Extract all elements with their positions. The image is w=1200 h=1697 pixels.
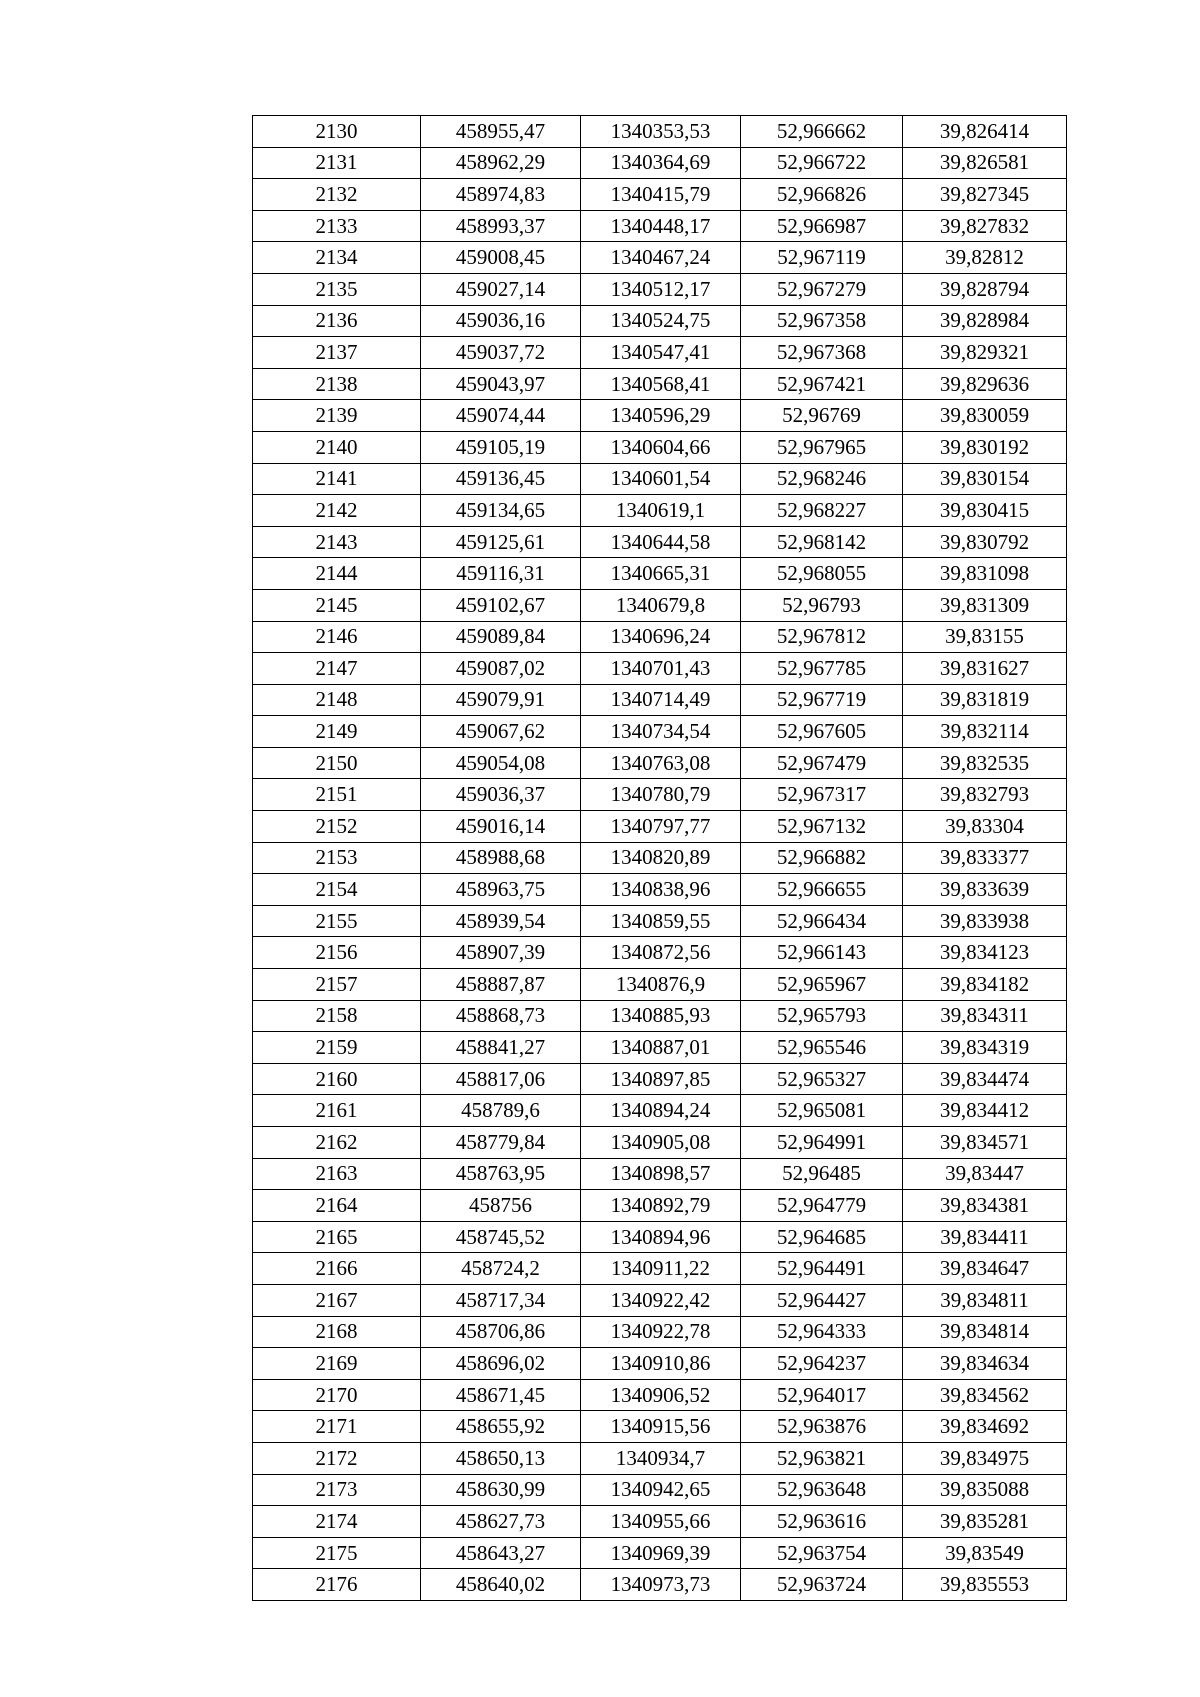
x-coordinate-cell: 458630,99 <box>421 1474 581 1506</box>
table-row <box>253 1442 1067 1474</box>
y-coordinate-cell: 1340604,66 <box>581 431 741 463</box>
y-coordinate-cell: 1340934,7 <box>581 1442 741 1474</box>
latitude-cell: 52,967368 <box>741 337 903 369</box>
longitude-cell: 39,827345 <box>903 179 1067 211</box>
table-row <box>253 1032 1067 1064</box>
table-row <box>253 1000 1067 1032</box>
latitude-cell: 52,964491 <box>741 1253 903 1285</box>
point-number-cell: 2175 <box>253 1537 421 1569</box>
x-coordinate-cell: 458907,39 <box>421 937 581 969</box>
x-coordinate-cell: 459102,67 <box>421 589 581 621</box>
latitude-cell: 52,965081 <box>741 1095 903 1127</box>
latitude-cell: 52,966882 <box>741 842 903 874</box>
y-coordinate-cell: 1340905,08 <box>581 1127 741 1159</box>
x-coordinate-cell: 459116,31 <box>421 558 581 590</box>
table-row <box>253 463 1067 495</box>
x-coordinate-cell: 459089,84 <box>421 621 581 653</box>
table-row <box>253 558 1067 590</box>
longitude-cell: 39,83549 <box>903 1537 1067 1569</box>
point-number-cell: 2146 <box>253 621 421 653</box>
table-row <box>253 337 1067 369</box>
y-coordinate-cell: 1340906,52 <box>581 1379 741 1411</box>
y-coordinate-cell: 1340797,77 <box>581 811 741 843</box>
coordinates-table-body <box>253 116 1067 1601</box>
latitude-cell: 52,967279 <box>741 273 903 305</box>
point-number-cell: 2156 <box>253 937 421 969</box>
longitude-cell: 39,835281 <box>903 1506 1067 1538</box>
longitude-cell: 39,829636 <box>903 368 1067 400</box>
table-row <box>253 1127 1067 1159</box>
longitude-cell: 39,83447 <box>903 1158 1067 1190</box>
point-number-cell: 2159 <box>253 1032 421 1064</box>
y-coordinate-cell: 1340894,24 <box>581 1095 741 1127</box>
latitude-cell: 52,966826 <box>741 179 903 211</box>
table-row <box>253 937 1067 969</box>
x-coordinate-cell: 459087,02 <box>421 653 581 685</box>
latitude-cell: 52,966143 <box>741 937 903 969</box>
latitude-cell: 52,966722 <box>741 147 903 179</box>
x-coordinate-cell: 458974,83 <box>421 179 581 211</box>
latitude-cell: 52,968227 <box>741 495 903 527</box>
x-coordinate-cell: 458817,06 <box>421 1063 581 1095</box>
x-coordinate-cell: 458993,37 <box>421 210 581 242</box>
longitude-cell: 39,835088 <box>903 1474 1067 1506</box>
longitude-cell: 39,834811 <box>903 1284 1067 1316</box>
x-coordinate-cell: 459008,45 <box>421 242 581 274</box>
y-coordinate-cell: 1340876,9 <box>581 969 741 1001</box>
latitude-cell: 52,967317 <box>741 779 903 811</box>
latitude-cell: 52,963616 <box>741 1506 903 1538</box>
x-coordinate-cell: 459036,37 <box>421 779 581 811</box>
y-coordinate-cell: 1340892,79 <box>581 1190 741 1222</box>
y-coordinate-cell: 1340859,55 <box>581 905 741 937</box>
longitude-cell: 39,834411 <box>903 1221 1067 1253</box>
y-coordinate-cell: 1340619,1 <box>581 495 741 527</box>
point-number-cell: 2134 <box>253 242 421 274</box>
latitude-cell: 52,965546 <box>741 1032 903 1064</box>
table-row <box>253 779 1067 811</box>
latitude-cell: 52,968055 <box>741 558 903 590</box>
x-coordinate-cell: 458963,75 <box>421 874 581 906</box>
point-number-cell: 2169 <box>253 1348 421 1380</box>
point-number-cell: 2150 <box>253 747 421 779</box>
latitude-cell: 52,963754 <box>741 1537 903 1569</box>
y-coordinate-cell: 1340838,96 <box>581 874 741 906</box>
longitude-cell: 39,827832 <box>903 210 1067 242</box>
latitude-cell: 52,965793 <box>741 1000 903 1032</box>
latitude-cell: 52,963724 <box>741 1569 903 1601</box>
y-coordinate-cell: 1340820,89 <box>581 842 741 874</box>
point-number-cell: 2138 <box>253 368 421 400</box>
x-coordinate-cell: 459027,14 <box>421 273 581 305</box>
x-coordinate-cell: 458756 <box>421 1190 581 1222</box>
latitude-cell: 52,967358 <box>741 305 903 337</box>
point-number-cell: 2142 <box>253 495 421 527</box>
y-coordinate-cell: 1340568,41 <box>581 368 741 400</box>
latitude-cell: 52,96793 <box>741 589 903 621</box>
x-coordinate-cell: 458779,84 <box>421 1127 581 1159</box>
longitude-cell: 39,829321 <box>903 337 1067 369</box>
point-number-cell: 2136 <box>253 305 421 337</box>
table-row <box>253 653 1067 685</box>
latitude-cell: 52,967965 <box>741 431 903 463</box>
table-row <box>253 1379 1067 1411</box>
point-number-cell: 2170 <box>253 1379 421 1411</box>
table-row <box>253 842 1067 874</box>
latitude-cell: 52,967119 <box>741 242 903 274</box>
table-row <box>253 1158 1067 1190</box>
table-row <box>253 431 1067 463</box>
table-row <box>253 1190 1067 1222</box>
latitude-cell: 52,964017 <box>741 1379 903 1411</box>
longitude-cell: 39,831819 <box>903 684 1067 716</box>
table-row <box>253 210 1067 242</box>
longitude-cell: 39,834474 <box>903 1063 1067 1095</box>
y-coordinate-cell: 1340911,22 <box>581 1253 741 1285</box>
point-number-cell: 2154 <box>253 874 421 906</box>
longitude-cell: 39,834571 <box>903 1127 1067 1159</box>
longitude-cell: 39,834634 <box>903 1348 1067 1380</box>
point-number-cell: 2149 <box>253 716 421 748</box>
latitude-cell: 52,96769 <box>741 400 903 432</box>
y-coordinate-cell: 1340763,08 <box>581 747 741 779</box>
latitude-cell: 52,964779 <box>741 1190 903 1222</box>
x-coordinate-cell: 458887,87 <box>421 969 581 1001</box>
point-number-cell: 2145 <box>253 589 421 621</box>
point-number-cell: 2173 <box>253 1474 421 1506</box>
longitude-cell: 39,828984 <box>903 305 1067 337</box>
table-row <box>253 1348 1067 1380</box>
longitude-cell: 39,830192 <box>903 431 1067 463</box>
y-coordinate-cell: 1340897,85 <box>581 1063 741 1095</box>
table-row <box>253 905 1067 937</box>
table-row <box>253 621 1067 653</box>
x-coordinate-cell: 459105,19 <box>421 431 581 463</box>
point-number-cell: 2168 <box>253 1316 421 1348</box>
longitude-cell: 39,834123 <box>903 937 1067 969</box>
table-row <box>253 716 1067 748</box>
table-row <box>253 589 1067 621</box>
point-number-cell: 2137 <box>253 337 421 369</box>
point-number-cell: 2141 <box>253 463 421 495</box>
latitude-cell: 52,964333 <box>741 1316 903 1348</box>
y-coordinate-cell: 1340644,58 <box>581 526 741 558</box>
table-row <box>253 1316 1067 1348</box>
longitude-cell: 39,832793 <box>903 779 1067 811</box>
y-coordinate-cell: 1340910,86 <box>581 1348 741 1380</box>
table-row <box>253 811 1067 843</box>
longitude-cell: 39,833639 <box>903 874 1067 906</box>
table-row <box>253 1506 1067 1538</box>
longitude-cell: 39,828794 <box>903 273 1067 305</box>
table-row <box>253 179 1067 211</box>
x-coordinate-cell: 458655,92 <box>421 1411 581 1443</box>
table-row <box>253 242 1067 274</box>
y-coordinate-cell: 1340885,93 <box>581 1000 741 1032</box>
point-number-cell: 2176 <box>253 1569 421 1601</box>
x-coordinate-cell: 458696,02 <box>421 1348 581 1380</box>
y-coordinate-cell: 1340922,42 <box>581 1284 741 1316</box>
x-coordinate-cell: 459074,44 <box>421 400 581 432</box>
point-number-cell: 2139 <box>253 400 421 432</box>
longitude-cell: 39,83304 <box>903 811 1067 843</box>
table-row <box>253 1537 1067 1569</box>
latitude-cell: 52,963876 <box>741 1411 903 1443</box>
y-coordinate-cell: 1340353,53 <box>581 116 741 148</box>
y-coordinate-cell: 1340922,78 <box>581 1316 741 1348</box>
point-number-cell: 2133 <box>253 210 421 242</box>
longitude-cell: 39,82812 <box>903 242 1067 274</box>
longitude-cell: 39,835553 <box>903 1569 1067 1601</box>
y-coordinate-cell: 1340696,24 <box>581 621 741 653</box>
table-row <box>253 526 1067 558</box>
y-coordinate-cell: 1340448,17 <box>581 210 741 242</box>
y-coordinate-cell: 1340894,96 <box>581 1221 741 1253</box>
latitude-cell: 52,968142 <box>741 526 903 558</box>
latitude-cell: 52,968246 <box>741 463 903 495</box>
coordinates-table <box>252 115 1067 1601</box>
point-number-cell: 2158 <box>253 1000 421 1032</box>
y-coordinate-cell: 1340601,54 <box>581 463 741 495</box>
point-number-cell: 2144 <box>253 558 421 590</box>
point-number-cell: 2130 <box>253 116 421 148</box>
table-row <box>253 495 1067 527</box>
latitude-cell: 52,967132 <box>741 811 903 843</box>
latitude-cell: 52,963648 <box>741 1474 903 1506</box>
longitude-cell: 39,830415 <box>903 495 1067 527</box>
point-number-cell: 2160 <box>253 1063 421 1095</box>
table-row <box>253 273 1067 305</box>
longitude-cell: 39,826414 <box>903 116 1067 148</box>
longitude-cell: 39,831627 <box>903 653 1067 685</box>
longitude-cell: 39,834647 <box>903 1253 1067 1285</box>
y-coordinate-cell: 1340547,41 <box>581 337 741 369</box>
point-number-cell: 2161 <box>253 1095 421 1127</box>
x-coordinate-cell: 458706,86 <box>421 1316 581 1348</box>
y-coordinate-cell: 1340665,31 <box>581 558 741 590</box>
longitude-cell: 39,830059 <box>903 400 1067 432</box>
table-row <box>253 400 1067 432</box>
latitude-cell: 52,964427 <box>741 1284 903 1316</box>
y-coordinate-cell: 1340942,65 <box>581 1474 741 1506</box>
table-row <box>253 1221 1067 1253</box>
x-coordinate-cell: 458724,2 <box>421 1253 581 1285</box>
table-row <box>253 874 1067 906</box>
table-row <box>253 1569 1067 1601</box>
latitude-cell: 52,964685 <box>741 1221 903 1253</box>
x-coordinate-cell: 459136,45 <box>421 463 581 495</box>
y-coordinate-cell: 1340415,79 <box>581 179 741 211</box>
latitude-cell: 52,96485 <box>741 1158 903 1190</box>
y-coordinate-cell: 1340714,49 <box>581 684 741 716</box>
table-row <box>253 1474 1067 1506</box>
x-coordinate-cell: 458988,68 <box>421 842 581 874</box>
x-coordinate-cell: 459043,97 <box>421 368 581 400</box>
x-coordinate-cell: 458841,27 <box>421 1032 581 1064</box>
longitude-cell: 39,834814 <box>903 1316 1067 1348</box>
latitude-cell: 52,965967 <box>741 969 903 1001</box>
point-number-cell: 2172 <box>253 1442 421 1474</box>
point-number-cell: 2155 <box>253 905 421 937</box>
x-coordinate-cell: 459134,65 <box>421 495 581 527</box>
longitude-cell: 39,834319 <box>903 1032 1067 1064</box>
latitude-cell: 52,966434 <box>741 905 903 937</box>
point-number-cell: 2148 <box>253 684 421 716</box>
point-number-cell: 2147 <box>253 653 421 685</box>
x-coordinate-cell: 458868,73 <box>421 1000 581 1032</box>
longitude-cell: 39,831098 <box>903 558 1067 590</box>
longitude-cell: 39,832535 <box>903 747 1067 779</box>
table-row <box>253 1063 1067 1095</box>
y-coordinate-cell: 1340701,43 <box>581 653 741 685</box>
table-row <box>253 969 1067 1001</box>
x-coordinate-cell: 459037,72 <box>421 337 581 369</box>
y-coordinate-cell: 1340915,56 <box>581 1411 741 1443</box>
table-row <box>253 368 1067 400</box>
longitude-cell: 39,826581 <box>903 147 1067 179</box>
x-coordinate-cell: 458789,6 <box>421 1095 581 1127</box>
latitude-cell: 52,964991 <box>741 1127 903 1159</box>
longitude-cell: 39,830154 <box>903 463 1067 495</box>
y-coordinate-cell: 1340679,8 <box>581 589 741 621</box>
table-row <box>253 1411 1067 1443</box>
table-row <box>253 147 1067 179</box>
point-number-cell: 2171 <box>253 1411 421 1443</box>
latitude-cell: 52,967479 <box>741 747 903 779</box>
table-row <box>253 1284 1067 1316</box>
longitude-cell: 39,834381 <box>903 1190 1067 1222</box>
longitude-cell: 39,830792 <box>903 526 1067 558</box>
y-coordinate-cell: 1340955,66 <box>581 1506 741 1538</box>
latitude-cell: 52,964237 <box>741 1348 903 1380</box>
y-coordinate-cell: 1340973,73 <box>581 1569 741 1601</box>
x-coordinate-cell: 459125,61 <box>421 526 581 558</box>
longitude-cell: 39,834412 <box>903 1095 1067 1127</box>
longitude-cell: 39,834311 <box>903 1000 1067 1032</box>
point-number-cell: 2153 <box>253 842 421 874</box>
point-number-cell: 2165 <box>253 1221 421 1253</box>
x-coordinate-cell: 458939,54 <box>421 905 581 937</box>
point-number-cell: 2135 <box>253 273 421 305</box>
longitude-cell: 39,83155 <box>903 621 1067 653</box>
longitude-cell: 39,834692 <box>903 1411 1067 1443</box>
latitude-cell: 52,967719 <box>741 684 903 716</box>
table-row <box>253 684 1067 716</box>
latitude-cell: 52,967812 <box>741 621 903 653</box>
x-coordinate-cell: 459036,16 <box>421 305 581 337</box>
point-number-cell: 2143 <box>253 526 421 558</box>
point-number-cell: 2164 <box>253 1190 421 1222</box>
y-coordinate-cell: 1340364,69 <box>581 147 741 179</box>
y-coordinate-cell: 1340596,29 <box>581 400 741 432</box>
longitude-cell: 39,834562 <box>903 1379 1067 1411</box>
x-coordinate-cell: 458650,13 <box>421 1442 581 1474</box>
y-coordinate-cell: 1340524,75 <box>581 305 741 337</box>
latitude-cell: 52,965327 <box>741 1063 903 1095</box>
x-coordinate-cell: 458640,02 <box>421 1569 581 1601</box>
x-coordinate-cell: 458671,45 <box>421 1379 581 1411</box>
y-coordinate-cell: 1340734,54 <box>581 716 741 748</box>
x-coordinate-cell: 458643,27 <box>421 1537 581 1569</box>
point-number-cell: 2174 <box>253 1506 421 1538</box>
table-row <box>253 747 1067 779</box>
point-number-cell: 2132 <box>253 179 421 211</box>
latitude-cell: 52,966662 <box>741 116 903 148</box>
x-coordinate-cell: 459016,14 <box>421 811 581 843</box>
y-coordinate-cell: 1340872,56 <box>581 937 741 969</box>
point-number-cell: 2162 <box>253 1127 421 1159</box>
point-number-cell: 2140 <box>253 431 421 463</box>
x-coordinate-cell: 459054,08 <box>421 747 581 779</box>
y-coordinate-cell: 1340467,24 <box>581 242 741 274</box>
x-coordinate-cell: 459067,62 <box>421 716 581 748</box>
longitude-cell: 39,831309 <box>903 589 1067 621</box>
x-coordinate-cell: 458955,47 <box>421 116 581 148</box>
table-row <box>253 116 1067 148</box>
y-coordinate-cell: 1340780,79 <box>581 779 741 811</box>
latitude-cell: 52,967785 <box>741 653 903 685</box>
y-coordinate-cell: 1340898,57 <box>581 1158 741 1190</box>
point-number-cell: 2157 <box>253 969 421 1001</box>
latitude-cell: 52,966987 <box>741 210 903 242</box>
point-number-cell: 2167 <box>253 1284 421 1316</box>
y-coordinate-cell: 1340512,17 <box>581 273 741 305</box>
x-coordinate-cell: 458763,95 <box>421 1158 581 1190</box>
x-coordinate-cell: 458962,29 <box>421 147 581 179</box>
longitude-cell: 39,834975 <box>903 1442 1067 1474</box>
longitude-cell: 39,832114 <box>903 716 1067 748</box>
y-coordinate-cell: 1340969,39 <box>581 1537 741 1569</box>
table-row <box>253 1253 1067 1285</box>
table-row <box>253 305 1067 337</box>
latitude-cell: 52,966655 <box>741 874 903 906</box>
point-number-cell: 2166 <box>253 1253 421 1285</box>
y-coordinate-cell: 1340887,01 <box>581 1032 741 1064</box>
point-number-cell: 2151 <box>253 779 421 811</box>
x-coordinate-cell: 458745,52 <box>421 1221 581 1253</box>
x-coordinate-cell: 458627,73 <box>421 1506 581 1538</box>
latitude-cell: 52,967605 <box>741 716 903 748</box>
x-coordinate-cell: 458717,34 <box>421 1284 581 1316</box>
longitude-cell: 39,834182 <box>903 969 1067 1001</box>
latitude-cell: 52,967421 <box>741 368 903 400</box>
point-number-cell: 2131 <box>253 147 421 179</box>
longitude-cell: 39,833377 <box>903 842 1067 874</box>
table-row <box>253 1095 1067 1127</box>
point-number-cell: 2163 <box>253 1158 421 1190</box>
point-number-cell: 2152 <box>253 811 421 843</box>
x-coordinate-cell: 459079,91 <box>421 684 581 716</box>
latitude-cell: 52,963821 <box>741 1442 903 1474</box>
longitude-cell: 39,833938 <box>903 905 1067 937</box>
